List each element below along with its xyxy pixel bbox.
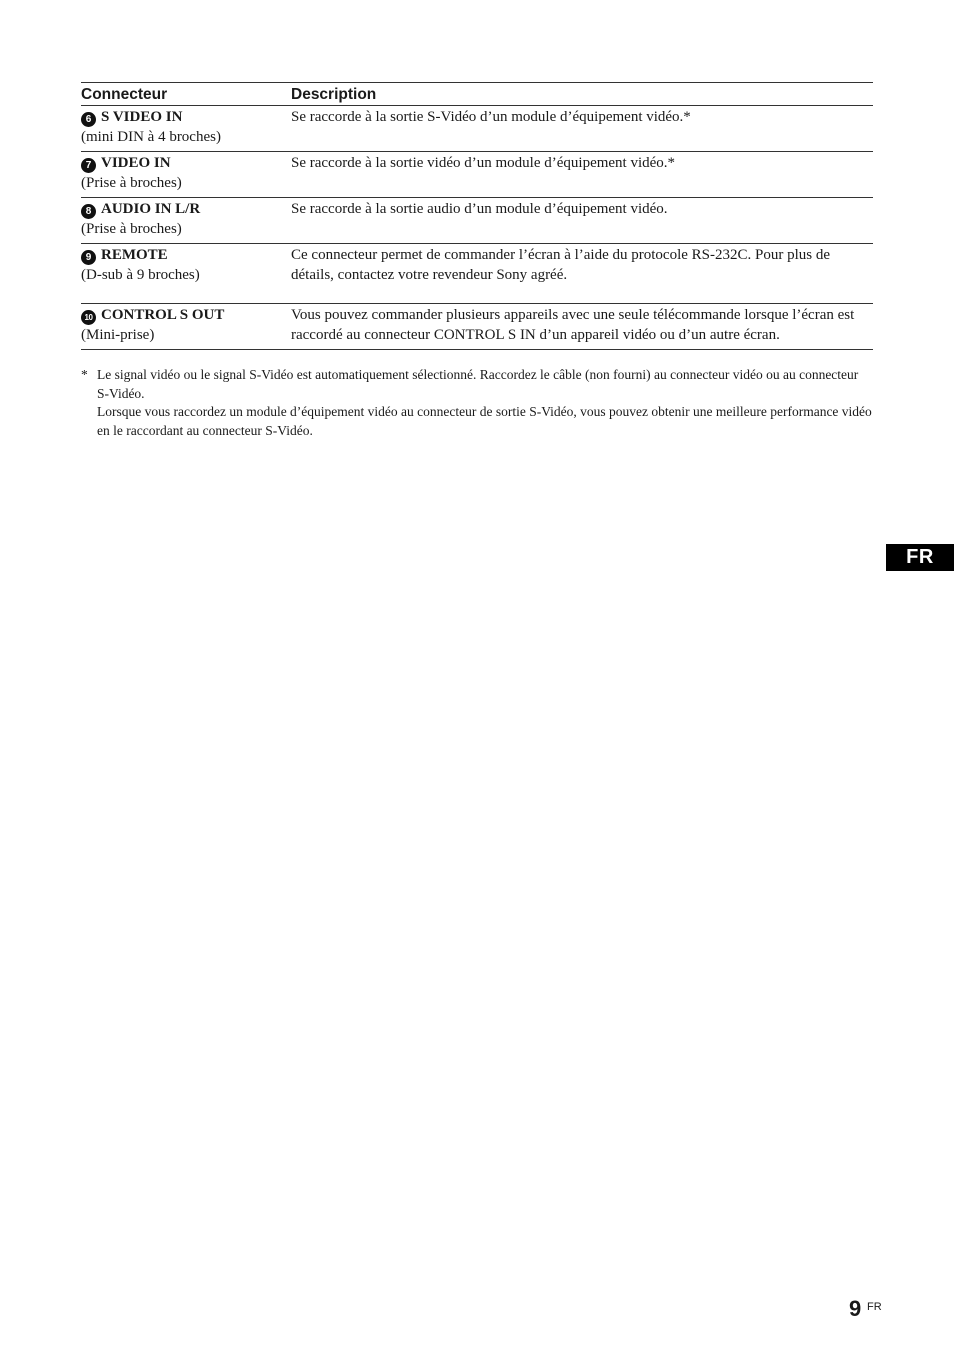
connector-type: (Prise à broches) (81, 175, 182, 191)
connector-name: AUDIO IN L/R (101, 201, 201, 217)
number-badge-icon: 8 (81, 204, 96, 219)
connector-cell (81, 106, 291, 152)
footnote-marker: * (81, 367, 88, 382)
table-row (81, 304, 873, 350)
connector-cell (81, 304, 291, 350)
connector-name: CONTROL S OUT (101, 307, 225, 323)
page-language: FR (867, 1301, 882, 1313)
description-cell: Se raccorde à la sortie audio d’un module d’équipement vidéo. (291, 198, 873, 244)
connector-label (81, 199, 291, 219)
header-connector: Connecteur (81, 83, 291, 106)
connector-name: VIDEO IN (101, 155, 171, 171)
table-header-row (81, 83, 873, 106)
connector-label (81, 245, 291, 265)
description-cell: Se raccorde à la sortie vidéo d’un module d’équipement vidéo.* (291, 152, 873, 198)
number-badge-icon: 6 (81, 112, 96, 127)
connector-label (81, 153, 291, 173)
table-row (81, 106, 873, 152)
connector-cell (81, 198, 291, 244)
connector-type: (Mini-prise) (81, 327, 155, 343)
connector-type: (mini DIN à 4 broches) (81, 129, 221, 145)
connector-label (81, 305, 291, 325)
connector-label (81, 107, 291, 127)
description-cell: Se raccorde à la sortie S-Vidéo d’un module d’équipement vidéo.* (291, 106, 873, 152)
description-cell: Ce connecteur permet de commander l’écran à l’aide du protocole RS-232C. Pour plus de détails, contactez votre revendeur Sony agréé. (291, 244, 873, 304)
connector-type: (D-sub à 9 broches) (81, 267, 200, 283)
table-row (81, 244, 873, 304)
connector-cell (81, 244, 291, 304)
page-number: 9 (849, 1296, 862, 1321)
footnote (81, 366, 873, 440)
number-badge-icon: 10 (81, 310, 96, 325)
header-description: Description (291, 83, 873, 106)
connector-cell (81, 152, 291, 198)
connector-name: REMOTE (101, 247, 168, 263)
table-row (81, 198, 873, 244)
footnote-line-2: Lorsque vous raccordez un module d’équipement vidéo au connecteur de sortie S-Vidéo, vous pouvez obtenir une meilleure performance vidéo en le raccordant au connecteur S-Vidéo. (97, 404, 872, 438)
connector-name: S VIDEO IN (101, 109, 183, 125)
connector-table (81, 82, 873, 350)
table-row (81, 152, 873, 198)
footnote-line-1: Le signal vidéo ou le signal S-Vidéo est automatiquement sélectionné. Raccordez le câble (non fourni) au connecteur vidéo ou au connecteur S-Vidéo. (97, 367, 859, 401)
language-tab: FR (886, 544, 954, 571)
description-cell: Vous pouvez commander plusieurs appareils avec une seule télécommande lorsque l’écran est raccordé au connecteur CONTROL S IN d’un appareil vidéo ou d’un autre écran. (291, 304, 873, 350)
number-badge-icon: 9 (81, 250, 96, 265)
number-badge-icon: 7 (81, 158, 96, 173)
connector-type: (Prise à broches) (81, 221, 182, 237)
